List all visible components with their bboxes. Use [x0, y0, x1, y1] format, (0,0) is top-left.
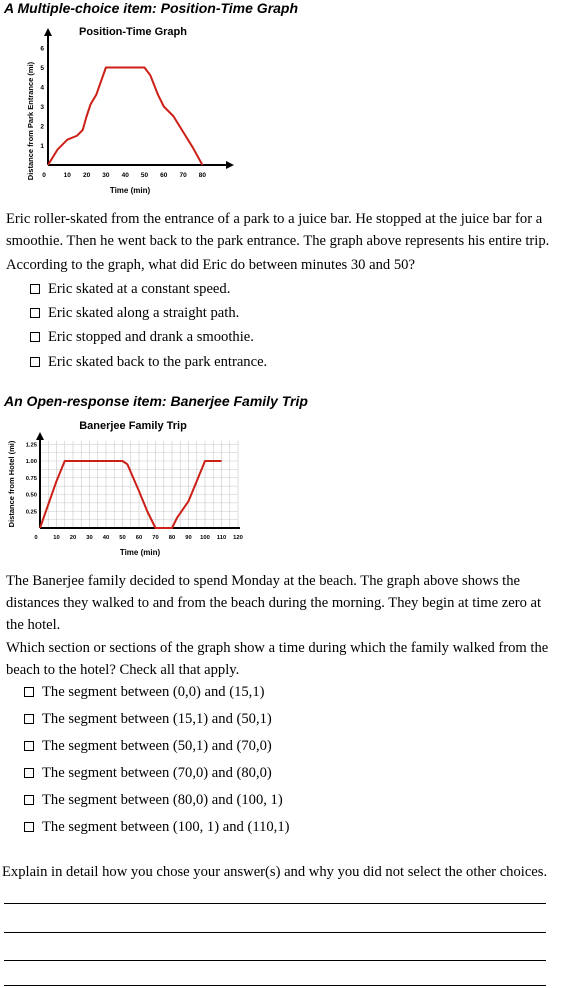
chart1-x-tick-label: 70	[179, 172, 187, 179]
chart2-x-tick-label: 90	[185, 535, 192, 541]
chart1-x-tick-label: 50	[140, 172, 149, 179]
checkbox[interactable]	[30, 308, 40, 318]
chart1-y-tick-label: 2	[40, 123, 44, 131]
chart2-x-tick-label: 110	[216, 535, 227, 541]
chart1-series-line	[48, 68, 202, 166]
checkbox[interactable]	[24, 687, 34, 697]
answer-line-3[interactable]	[4, 960, 546, 961]
chart2-y-tick-label: 0.50	[25, 492, 37, 499]
chart2-x-tick-label: 70	[152, 535, 159, 541]
item2-option-5[interactable]	[24, 792, 283, 809]
checkbox[interactable]	[24, 714, 34, 724]
item1-option-3[interactable]	[30, 329, 254, 346]
chart2-x-tick-label: 20	[69, 535, 77, 541]
option-label: The segment between (100, 1) and (110,1)	[42, 819, 290, 835]
explain-prompt: Explain in detail how you chose your answer(s) and why you did not select the other choices.	[2, 864, 548, 880]
chart1-x-tick-label: 40	[121, 172, 129, 179]
chart1-y-tick-label: 5	[40, 65, 44, 72]
option-label: Eric stopped and drank a smoothie.	[48, 329, 254, 345]
checkbox[interactable]	[30, 357, 40, 367]
item1-paragraph: Eric roller-skated from the entrance of a park to a juice bar. He stopped at the juice bar for a smoothie. Then he went back to the park entrance. The graph above represents his entire trip.	[6, 211, 550, 249]
chart2-x-tick-label: 0	[34, 535, 38, 541]
chart2-xlabel: Time (min)	[119, 548, 161, 557]
item2-option-6[interactable]	[24, 819, 289, 836]
item2-paragraph: The Banerjee family decided to spend Monday at the beach. The graph above shows the distances they walked to and from the beach during the morning. They begin at time zero at the hotel.	[6, 573, 542, 633]
item1-option-1[interactable]	[30, 281, 230, 298]
chart1-y-arrow	[44, 28, 52, 36]
chart2-x-tick-label: 10	[53, 535, 60, 541]
item2-option-4[interactable]	[24, 765, 272, 782]
answer-line-1[interactable]	[4, 903, 546, 904]
chart2-x-tick-label: 120	[233, 535, 243, 541]
item2-question: Which section or sections of the graph show a time during which the family walked from the beach to the hotel? Check all that apply.	[6, 640, 549, 678]
chart1-y-tick-label: 3	[40, 104, 44, 111]
option-label: The segment between (50,1) and (70,0)	[42, 738, 272, 754]
chart1-xlabel: Time (min)	[109, 186, 151, 195]
chart2-y-tick-label: 1.25	[25, 442, 37, 449]
chart2-x-tick-label: 80	[168, 535, 176, 541]
chart1-y-tick-label: 1	[40, 143, 44, 150]
chart2-x-tick-label: 60	[135, 535, 143, 541]
item1-question: According to the graph, what did Eric do between minutes 30 and 50?	[6, 257, 415, 273]
chart1-x-tick-label: 0	[42, 172, 46, 179]
chart1-x-arrow	[226, 161, 234, 169]
chart1-x-tick-label: 20	[82, 172, 91, 179]
checkbox[interactable]	[24, 768, 34, 778]
chart1-y-tick-label: 4	[40, 84, 44, 92]
chart2-x-tick-label: 100	[200, 535, 210, 541]
chart1-x-tick-label: 10	[63, 172, 71, 179]
chart1-x-tick-label: 80	[198, 172, 207, 179]
option-label: The segment between (0,0) and (15,1)	[42, 684, 265, 700]
checkbox[interactable]	[30, 284, 40, 294]
checkbox[interactable]	[30, 332, 40, 342]
position-time-chart	[0, 20, 250, 200]
option-label: The segment between (80,0) and (100, 1)	[42, 792, 283, 808]
chart2-title: Banerjee Family Trip	[79, 420, 187, 432]
chart2-ylabel: Distance from Hotel (mi)	[7, 440, 16, 528]
item2-option-2[interactable]	[24, 711, 272, 728]
chart2-y-tick-label: 0.25	[25, 509, 37, 516]
chart1-x-tick-label: 30	[102, 172, 110, 179]
option-label: Eric skated at a constant speed.	[48, 281, 231, 297]
checkbox[interactable]	[24, 822, 34, 832]
chart2-y-arrow	[36, 432, 44, 440]
chart2-x-tick-label: 40	[102, 535, 110, 541]
chart2-x-tick-label: 50	[119, 535, 126, 541]
chart2-y-tick-label: 1.00	[25, 459, 37, 465]
option-label: Eric skated back to the park entrance.	[48, 354, 268, 370]
item2-option-3[interactable]	[24, 738, 272, 755]
option-label: The segment between (15,1) and (50,1)	[42, 711, 272, 727]
chart1-ylabel: Distance from Park Entrance (mi)	[26, 61, 35, 181]
item1-option-2[interactable]	[30, 305, 239, 322]
chart2-y-tick-label: 0.75	[25, 475, 37, 482]
checkbox[interactable]	[24, 741, 34, 751]
item1-heading: A Multiple-choice item: Position-Time Graph	[4, 0, 299, 16]
chart1-title: Position-Time Graph	[79, 26, 187, 38]
chart1-x-tick-label: 60	[160, 172, 168, 179]
item2-heading: An Open-response item: Banerjee Family Trip	[4, 393, 308, 409]
item1-option-4[interactable]	[30, 354, 267, 371]
answer-line-4[interactable]	[4, 985, 546, 986]
chart2-x-tick-label: 30	[86, 535, 93, 541]
option-label: The segment between (70,0) and (80,0)	[42, 765, 272, 781]
banerjee-trip-chart	[0, 414, 260, 564]
chart1-y-tick-label: 6	[40, 45, 44, 53]
option-label: Eric skated along a straight path.	[48, 305, 240, 321]
checkbox[interactable]	[24, 795, 34, 805]
answer-line-2[interactable]	[4, 932, 546, 933]
item2-option-1[interactable]	[24, 684, 264, 701]
